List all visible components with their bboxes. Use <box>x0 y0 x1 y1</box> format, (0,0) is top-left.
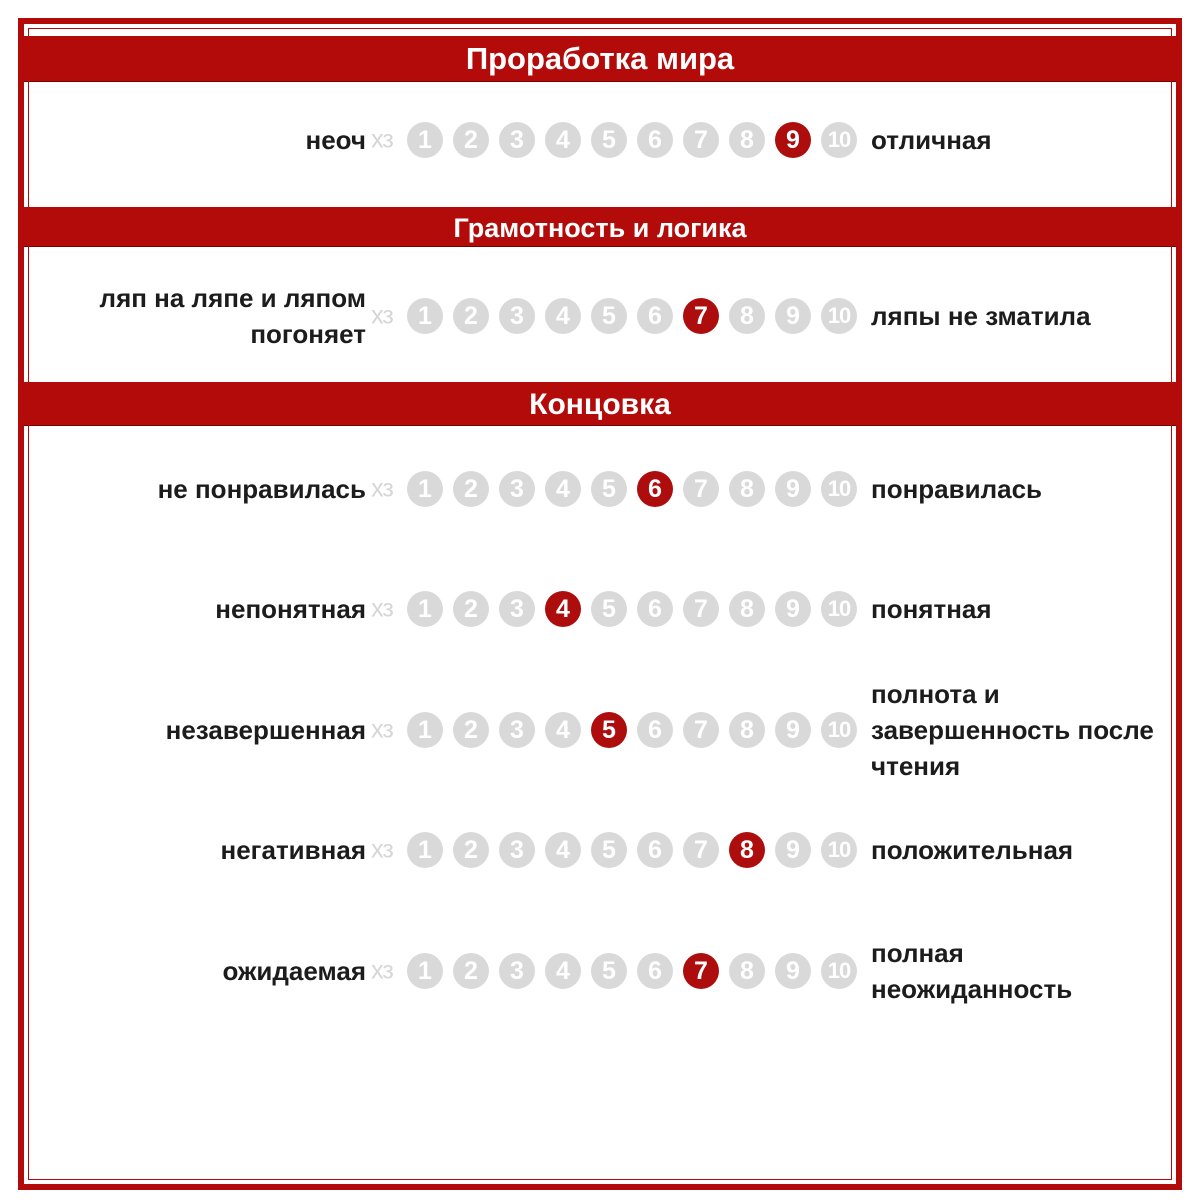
negative-label: ожидаемая <box>222 956 366 986</box>
section-header-ending: Концовка <box>24 382 1176 426</box>
score-circle-1[interactable]: 1 <box>407 471 443 507</box>
score-circle-2[interactable]: 2 <box>453 298 489 334</box>
score-circle-2[interactable]: 2 <box>453 832 489 868</box>
score-circle-3[interactable]: 3 <box>499 122 535 158</box>
score-circle-5[interactable]: 5 <box>591 122 627 158</box>
positive-label: полная неожиданность <box>871 938 1073 1004</box>
score-circle-10[interactable]: 10 <box>821 712 857 748</box>
score-circle-10[interactable]: 10 <box>821 953 857 989</box>
score-circle-8[interactable]: 8 <box>729 298 765 334</box>
score-circle-10[interactable]: 10 <box>821 591 857 627</box>
score-circle-4[interactable]: 4 <box>545 298 581 334</box>
positive-label: отличная <box>871 125 992 155</box>
negative-label: негативная <box>220 835 366 865</box>
score-circle-2[interactable]: 2 <box>453 122 489 158</box>
xz-option[interactable]: хз <box>371 125 393 154</box>
score-circle-5[interactable]: 5 <box>591 591 627 627</box>
score-circle-3[interactable]: 3 <box>499 471 535 507</box>
score-circle-6[interactable]: 6 <box>637 712 673 748</box>
score-circle-6[interactable]: 6 <box>637 298 673 334</box>
xz-option[interactable]: хз <box>371 301 393 330</box>
score-circle-1[interactable]: 1 <box>407 712 443 748</box>
score-circle-6[interactable]: 6 <box>637 471 673 507</box>
score-circle-4[interactable]: 4 <box>545 122 581 158</box>
score-circle-4[interactable]: 4 <box>545 712 581 748</box>
negative-label: ляп на ляпе и ляпом погоняет <box>99 283 366 349</box>
score-circle-8[interactable]: 8 <box>729 712 765 748</box>
score-circle-10[interactable]: 10 <box>821 471 857 507</box>
score-circle-6[interactable]: 6 <box>637 832 673 868</box>
score-circle-8[interactable]: 8 <box>729 471 765 507</box>
score-circle-9[interactable]: 9 <box>775 712 811 748</box>
positive-label: полнота и завершенность после чтения <box>871 679 1154 781</box>
xz-option[interactable]: хз <box>371 594 393 623</box>
score-circle-2[interactable]: 2 <box>453 712 489 748</box>
score-circle-8[interactable]: 8 <box>729 832 765 868</box>
score-circle-7[interactable]: 7 <box>683 298 719 334</box>
score-circle-7[interactable]: 7 <box>683 122 719 158</box>
score-circle-5[interactable]: 5 <box>591 832 627 868</box>
score-circle-7[interactable]: 7 <box>683 471 719 507</box>
score-circle-6[interactable]: 6 <box>637 953 673 989</box>
positive-label: понятная <box>871 594 992 624</box>
score-circle-6[interactable]: 6 <box>637 122 673 158</box>
score-circle-5[interactable]: 5 <box>591 712 627 748</box>
score-circle-10[interactable]: 10 <box>821 832 857 868</box>
score-circle-3[interactable]: 3 <box>499 298 535 334</box>
xz-option[interactable]: хз <box>371 715 393 744</box>
score-circle-3[interactable]: 3 <box>499 591 535 627</box>
score-circle-4[interactable]: 4 <box>545 471 581 507</box>
score-circle-7[interactable]: 7 <box>683 712 719 748</box>
negative-label: непонятная <box>215 594 366 624</box>
score-circle-7[interactable]: 7 <box>683 591 719 627</box>
score-circle-8[interactable]: 8 <box>729 591 765 627</box>
score-circle-6[interactable]: 6 <box>637 591 673 627</box>
xz-option[interactable]: хз <box>371 956 393 985</box>
score-circle-1[interactable]: 1 <box>407 832 443 868</box>
score-circle-9[interactable]: 9 <box>775 953 811 989</box>
rating-card <box>18 18 1182 1190</box>
score-circle-5[interactable]: 5 <box>591 471 627 507</box>
score-circle-9[interactable]: 9 <box>775 832 811 868</box>
score-circle-1[interactable]: 1 <box>407 122 443 158</box>
score-circle-2[interactable]: 2 <box>453 591 489 627</box>
score-circle-2[interactable]: 2 <box>453 953 489 989</box>
score-circle-4[interactable]: 4 <box>545 591 581 627</box>
section-header-literacy-logic: Грамотность и логика <box>24 207 1176 247</box>
score-circle-9[interactable]: 9 <box>775 591 811 627</box>
score-circle-1[interactable]: 1 <box>407 953 443 989</box>
positive-label: положительная <box>871 835 1074 865</box>
score-circle-3[interactable]: 3 <box>499 712 535 748</box>
score-circle-4[interactable]: 4 <box>545 832 581 868</box>
xz-option[interactable]: хз <box>371 474 393 503</box>
score-circle-3[interactable]: 3 <box>499 953 535 989</box>
section-header-world-building: Проработка мира <box>24 36 1176 82</box>
positive-label: ляпы не зматила <box>871 301 1091 331</box>
score-circle-5[interactable]: 5 <box>591 953 627 989</box>
score-circle-2[interactable]: 2 <box>453 471 489 507</box>
score-circle-9[interactable]: 9 <box>775 298 811 334</box>
score-circle-7[interactable]: 7 <box>683 832 719 868</box>
score-circle-1[interactable]: 1 <box>407 298 443 334</box>
negative-label: незавершенная <box>165 715 366 745</box>
score-circle-8[interactable]: 8 <box>729 122 765 158</box>
score-circle-9[interactable]: 9 <box>775 122 811 158</box>
positive-label: понравилась <box>871 474 1043 504</box>
score-circle-10[interactable]: 10 <box>821 122 857 158</box>
score-circle-1[interactable]: 1 <box>407 591 443 627</box>
score-circle-5[interactable]: 5 <box>591 298 627 334</box>
xz-option[interactable]: хз <box>371 835 393 864</box>
score-circle-10[interactable]: 10 <box>821 298 857 334</box>
score-circle-3[interactable]: 3 <box>499 832 535 868</box>
negative-label: неоч <box>305 125 366 155</box>
score-circle-4[interactable]: 4 <box>545 953 581 989</box>
score-circle-7[interactable]: 7 <box>683 953 719 989</box>
negative-label: не понравилась <box>157 474 366 504</box>
score-circle-9[interactable]: 9 <box>775 471 811 507</box>
score-circle-8[interactable]: 8 <box>729 953 765 989</box>
